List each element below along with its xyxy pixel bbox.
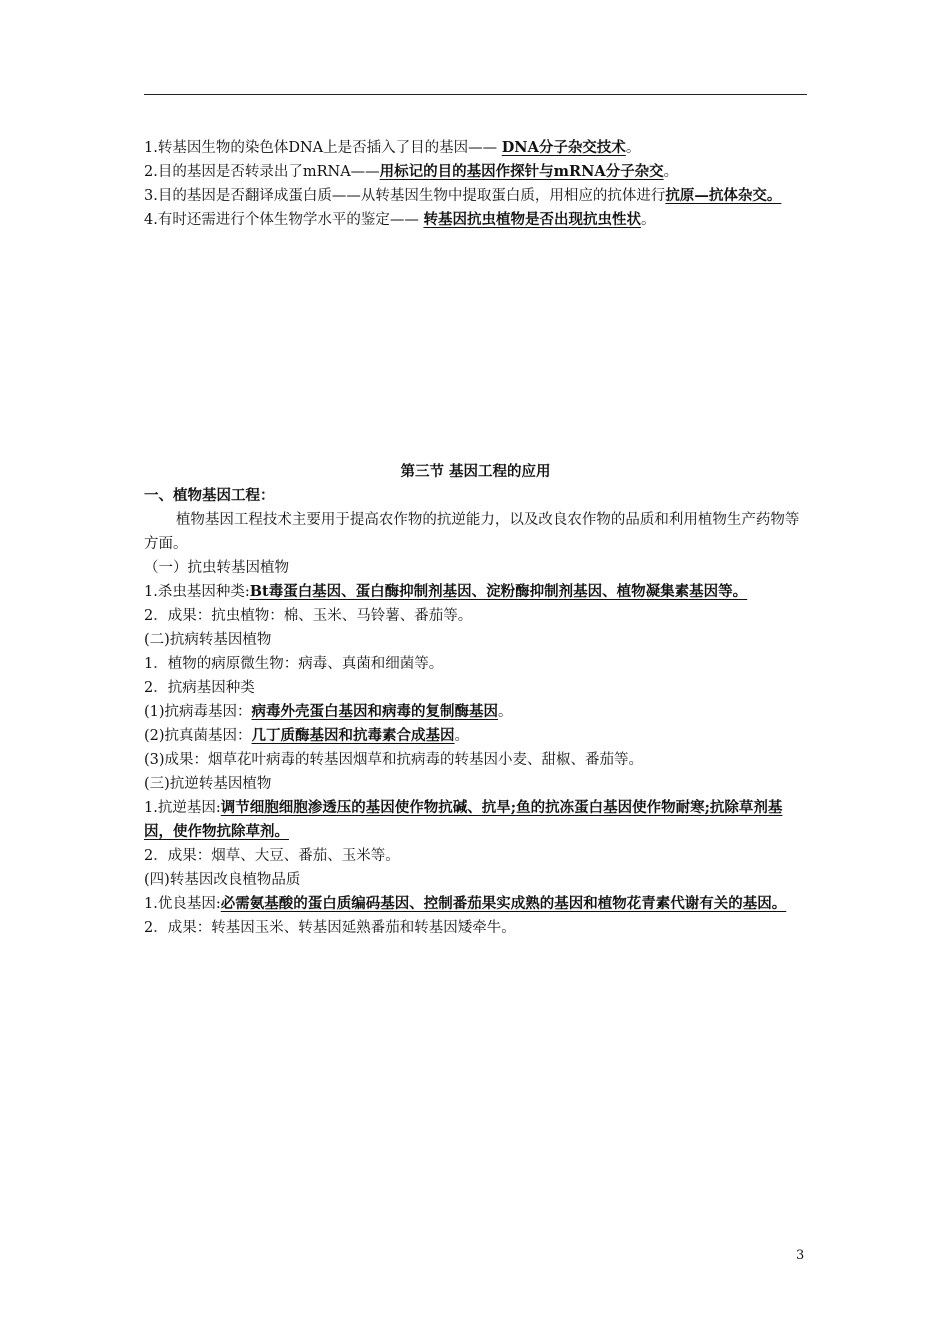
list-item: 4.有时还需进行个体生物学水平的鉴定—— 转基因抗虫植物是否出现抗虫性状。	[144, 211, 656, 228]
list-item: (3)成果：烟草花叶病毒的转基因烟草和抗病毒的转基因小麦、甜椒、番茄等。	[144, 752, 644, 768]
list-item: 1.优良基因:必需氨基酸的蛋白质编码基因、控制番茄果实成熟的基因和植物花青素代谢有关的基因。	[144, 895, 787, 912]
key-term: 转基因抗虫植物是否出现抗虫性状	[423, 211, 641, 228]
list-item: 3.目的基因是否翻译成蛋白质——从转基因生物中提取蛋白质，用相应的抗体进行抗原—抗体杂交。	[144, 187, 782, 204]
subsection-title: (四)转基因改良植物品质	[144, 872, 301, 888]
list-item: 1.杀虫基因种类:Bt毒蛋白基因、蛋白酶抑制剂基因、淀粉酶抑制剂基因、植物凝集素基因等。	[144, 583, 748, 600]
key-term: DNA分子杂交技术	[501, 139, 626, 156]
detection-list	[144, 136, 807, 232]
section-body	[144, 460, 807, 940]
key-term: 几丁质酶基因和抗毒素合成基因	[251, 727, 455, 744]
list-item: 1.抗逆基因:调节细胞细胞渗透压的基因使作物抗碱、抗旱;鱼的抗冻蛋白基因使作物耐寒;抗除草剂基因，使作物抗除草剂。	[144, 799, 783, 840]
key-term: 用标记的目的基因作探针与mRNA分子杂交	[379, 163, 664, 180]
key-term: 病毒外壳蛋白基因和病毒的复制酶基因	[251, 703, 499, 720]
intro-paragraph: 植物基因工程技术主要用于提高农作物的抗逆能力，以及改良农作物的品质和利用植物生产药物等方面。	[144, 512, 800, 552]
subsection-title: (二)抗病转基因植物	[144, 632, 272, 648]
list-item: (2)抗真菌基因：几丁质酶基因和抗毒素合成基因。	[144, 727, 470, 744]
page-number: 3	[796, 1248, 805, 1263]
subsection-title: (三)抗逆转基因植物	[144, 776, 272, 792]
list-item: 2．成果：烟草、大豆、番茄、玉米等。	[144, 848, 400, 864]
key-term: 必需氨基酸的蛋白质编码基因、控制番茄果实成熟的基因和植物花青素代谢有关的基因。	[220, 895, 787, 912]
key-term: 调节细胞细胞渗透压的基因使作物抗碱、抗旱;鱼的抗冻蛋白基因使作物耐寒;抗除草剂基因，使作物抗除草剂。	[144, 799, 783, 840]
list-item: 2．抗病基因种类	[144, 680, 255, 696]
list-item: 2．成果：转基因玉米、转基因延熟番茄和转基因矮牵牛。	[144, 920, 516, 936]
list-item: 1.转基因生物的染色体DNA上是否插入了目的基因—— DNA分子杂交技术。	[144, 139, 641, 156]
list-item: 2．成果：抗虫植物：棉、玉米、马铃薯、番茄等。	[144, 608, 473, 624]
subsection-title: （一）抗虫转基因植物	[144, 560, 289, 576]
list-item: (1)抗病毒基因：病毒外壳蛋白基因和病毒的复制酶基因。	[144, 703, 513, 720]
list-item: 1．植物的病原微生物：病毒、真菌和细菌等。	[144, 656, 444, 672]
section-heading: 一、植物基因工程：	[144, 487, 275, 504]
section-title: 第三节 基因工程的应用	[400, 463, 551, 480]
key-term: 抗原—抗体杂交。	[665, 187, 782, 204]
key-term: Bt毒蛋白基因、蛋白酶抑制剂基因、淀粉酶抑制剂基因、植物凝集素基因等。	[249, 583, 748, 600]
list-item: 2.目的基因是否转录出了mRNA——用标记的目的基因作探针与mRNA分子杂交。	[144, 163, 679, 180]
header-rule	[144, 94, 807, 95]
